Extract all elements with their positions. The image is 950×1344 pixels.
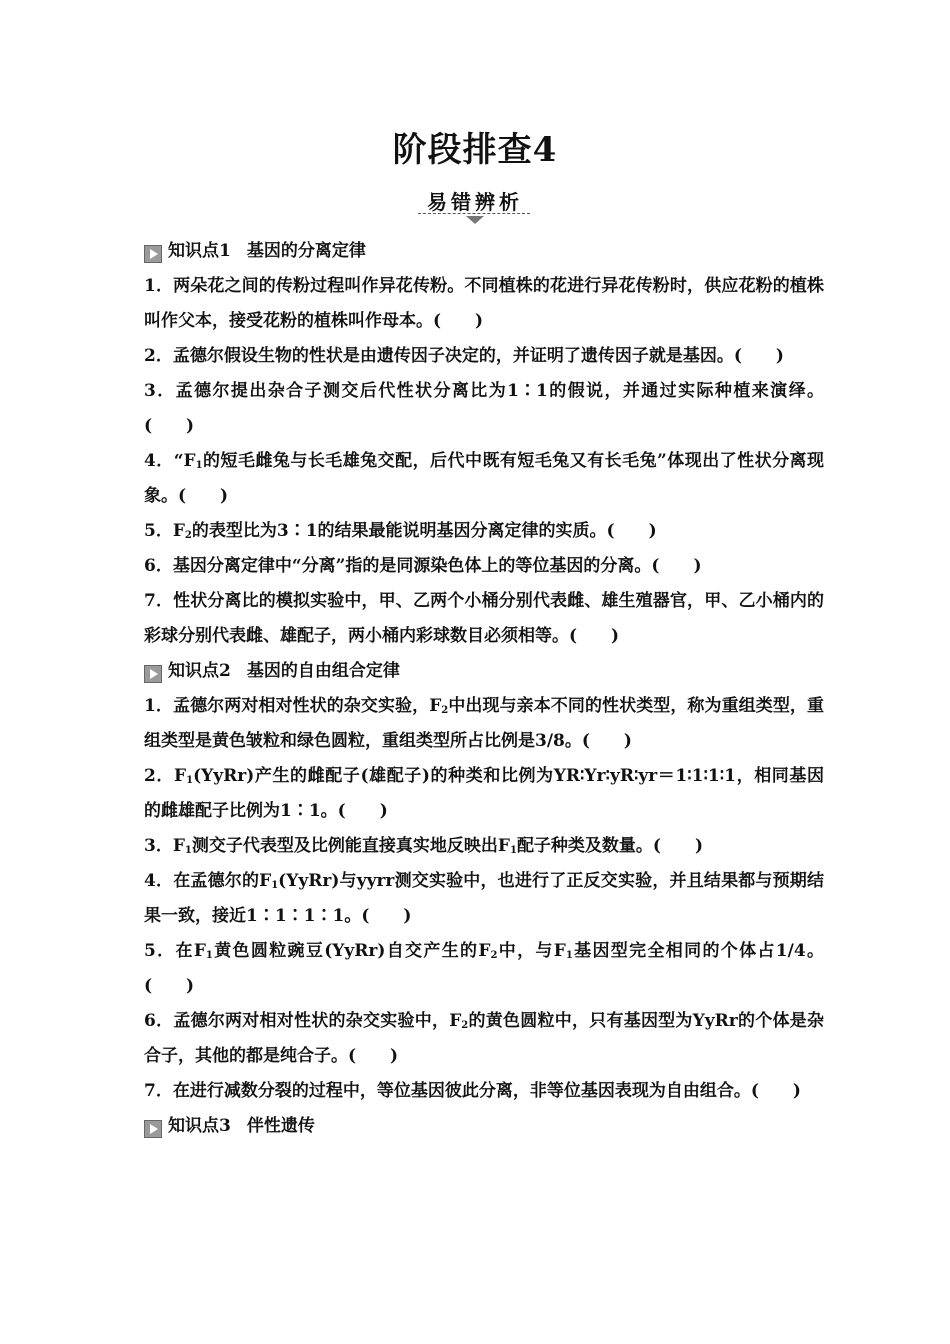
question-text: “F [173, 451, 196, 471]
question-text: F [172, 836, 185, 856]
question-text: 黄色圆粒豌豆(YyRr)自交产生的F [212, 941, 491, 961]
section-header [144, 654, 824, 689]
question-text: 的短毛雌兔与长毛雄兔交配，后代中既有短毛兔又有长毛兔”体现出了性状分离现象。( ) [144, 451, 824, 506]
question-number: 3． [144, 836, 173, 856]
question-number: 3． [144, 381, 176, 401]
subscript: 1 [195, 460, 203, 471]
question-item [144, 829, 824, 864]
question-text: 孟德尔两对相对性状的杂交实验，F [173, 696, 442, 716]
question-item [144, 444, 824, 514]
question-text: (YyRr)产生的雌配子(雄配子)的种类和比例为YR∶Yr∶yR∶yr＝1∶1∶1∶1，相同基因的雌雄配子比例为1∶1。( ) [144, 766, 824, 821]
question-text: 中出现与亲本不同的性状类型，称为重组类型，重组类型是黄色皱粒和绿色圆粒，重组类型所占比例是3/8。( ) [144, 696, 824, 751]
question-number: 4． [144, 451, 174, 471]
question-item [144, 689, 824, 759]
question-text: 两朵花之间的传粉过程叫作异花传粉。不同植株的花进行异花传粉时，供应花粉的植株叫作父本，接受花粉的植株叫作母本。( ) [144, 276, 824, 331]
question-number: 6． [144, 556, 173, 576]
question-text: 测交子代表型及比例能直接真实地反映出F [191, 836, 510, 856]
question-number: 5． [144, 521, 173, 541]
subscript: 1 [184, 845, 192, 856]
question-item [144, 759, 824, 829]
question-number: 1． [144, 276, 174, 296]
subscript: 2 [461, 1020, 469, 1031]
question-item [144, 584, 824, 654]
question-text: 配子种类及数量。( ) [516, 836, 704, 856]
question-number: 7． [144, 591, 174, 611]
subtitle-underline [418, 213, 530, 214]
question-item [144, 374, 824, 444]
page-title: 阶段排查4 [392, 130, 558, 170]
question-text: (YyRr)与yyrr测交实验中，也进行了正反交实验，并且结果都与预期结果一致，接近1∶1∶1∶1。( ) [144, 871, 824, 926]
question-text: 在F [175, 941, 206, 961]
question-number: 1． [144, 696, 173, 716]
play-icon [144, 1116, 162, 1134]
question-text: 的表型比为3∶1的结果最能说明基因分离定律的实质。( ) [191, 521, 657, 541]
question-number: 4． [144, 871, 174, 891]
play-icon [144, 661, 162, 679]
question-number: 2． [144, 766, 175, 786]
question-item [144, 269, 824, 339]
subscript: 1 [205, 950, 213, 961]
question-number: 5． [144, 941, 176, 961]
section-name: 基因的自由组合定律 [246, 661, 400, 681]
question-list [144, 234, 824, 1144]
question-item [144, 934, 824, 1004]
section-label: 知识点3 [168, 1116, 231, 1136]
question-text: 基因分离定律中“分离”指的是同源染色体上的等位基因的分离。( ) [172, 556, 702, 576]
section-name: 基因的分离定律 [246, 241, 366, 261]
subscript: 1 [186, 775, 194, 786]
question-text: 基因型完全相同的个体占1/4。( ) [144, 941, 824, 996]
question-item [144, 864, 824, 934]
section-header [144, 234, 824, 269]
question-item [144, 549, 824, 584]
section-label: 知识点1 [168, 241, 231, 261]
question-text: 孟德尔两对相对性状的杂交实验中，F [173, 1011, 462, 1031]
section-header [144, 1109, 824, 1144]
question-number: 2． [144, 346, 173, 366]
subscript: 1 [509, 845, 517, 856]
subscript: 1 [565, 950, 573, 961]
question-text: 孟德尔假设生物的性状是由遗传因子决定的，并证明了遗传因子就是基因。( ) [172, 346, 784, 366]
question-item [144, 1074, 824, 1109]
question-text: 性状分离比的模拟实验中，甲、乙两个小桶分别代表雌、雄生殖器官，甲、乙小桶内的彩球分别代表雌、雄配子，两小桶内彩球数目必须相等。( ) [144, 591, 824, 646]
question-number: 7． [144, 1081, 173, 1101]
subtitle-arrow-icon [466, 216, 484, 224]
question-text: 的黄色圆粒中，只有基因型为YyRr的个体是杂合子，其他的都是纯合子。( ) [144, 1011, 824, 1066]
question-text: F [174, 766, 187, 786]
question-item [144, 514, 824, 549]
question-item [144, 339, 824, 374]
subscript: 2 [490, 950, 498, 961]
question-text: 在进行减数分裂的过程中，等位基因彼此分离，非等位基因表现为自由组合。( ) [172, 1081, 801, 1101]
subscript: 2 [441, 705, 449, 716]
question-text: 孟德尔提出杂合子测交后代性状分离比为1∶1的假说，并通过实际种植来演绎。( ) [144, 381, 824, 436]
subscript: 2 [184, 530, 192, 541]
section-label: 知识点2 [168, 661, 231, 681]
play-icon [144, 241, 162, 259]
question-number: 6． [144, 1011, 174, 1031]
section-subtitle: 易错辨析 [427, 190, 523, 214]
section-name: 伴性遗传 [246, 1116, 315, 1136]
question-item [144, 1004, 824, 1074]
question-text: 在孟德尔的F [173, 871, 272, 891]
subscript: 1 [271, 880, 279, 891]
question-text: 中，与F [497, 941, 566, 961]
question-text: F [172, 521, 185, 541]
